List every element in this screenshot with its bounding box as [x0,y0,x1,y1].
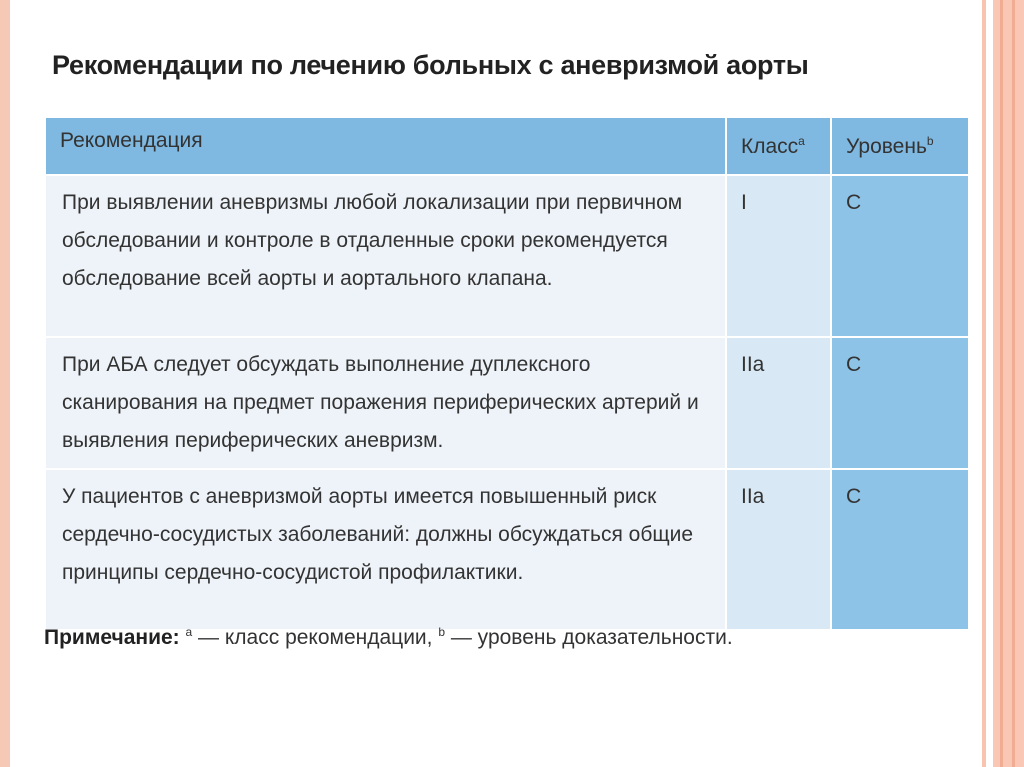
footnote: Примечание: $^a$ — класс рекомендации, $^b$ — уровень доказательности. [44,625,733,649]
class-cell: IIa [726,469,831,630]
class-cell: IIa [726,337,831,469]
header-recommendation: Рекомендация [45,117,726,175]
table-row [45,175,969,337]
left-decor-stripe [0,0,10,767]
header-level: Уровень$^b$ [831,117,969,175]
recommendation-cell: У пациентов с аневризмой аорты имеется повышенный риск сердечно-сосудистых заболеваний: должны обсуждаться общие принципы сердечно-сосудистой профилактики. [45,469,726,630]
right-decor-line [1012,0,1015,767]
table-row [45,337,969,469]
recommendations-table [44,116,970,631]
level-cell: C [831,469,969,630]
right-decor-line [1000,0,1003,767]
footnote-label: Примечание: [44,626,180,649]
right-decor-band [993,0,1024,767]
table-header-row [45,117,969,175]
class-cell: I [726,175,831,337]
recommendation-cell: При выявлении аневризмы любой локализации при первичном обследовании и контроле в отдаленные сроки рекомендуется обследование всей аорты и аортального клапана. [45,175,726,337]
slide-title: Рекомендации по лечению больных с аневризмой аорты [52,50,809,80]
level-cell: C [831,175,969,337]
header-class: Класс$^a$ [726,117,831,175]
table-row [45,469,969,630]
recommendation-cell: При АБА следует обсуждать выполнение дуплексного сканирования на предмет поражения периферических артерий и выявления периферических аневризм. [45,337,726,469]
level-cell: C [831,337,969,469]
right-decor-stripe [982,0,986,767]
